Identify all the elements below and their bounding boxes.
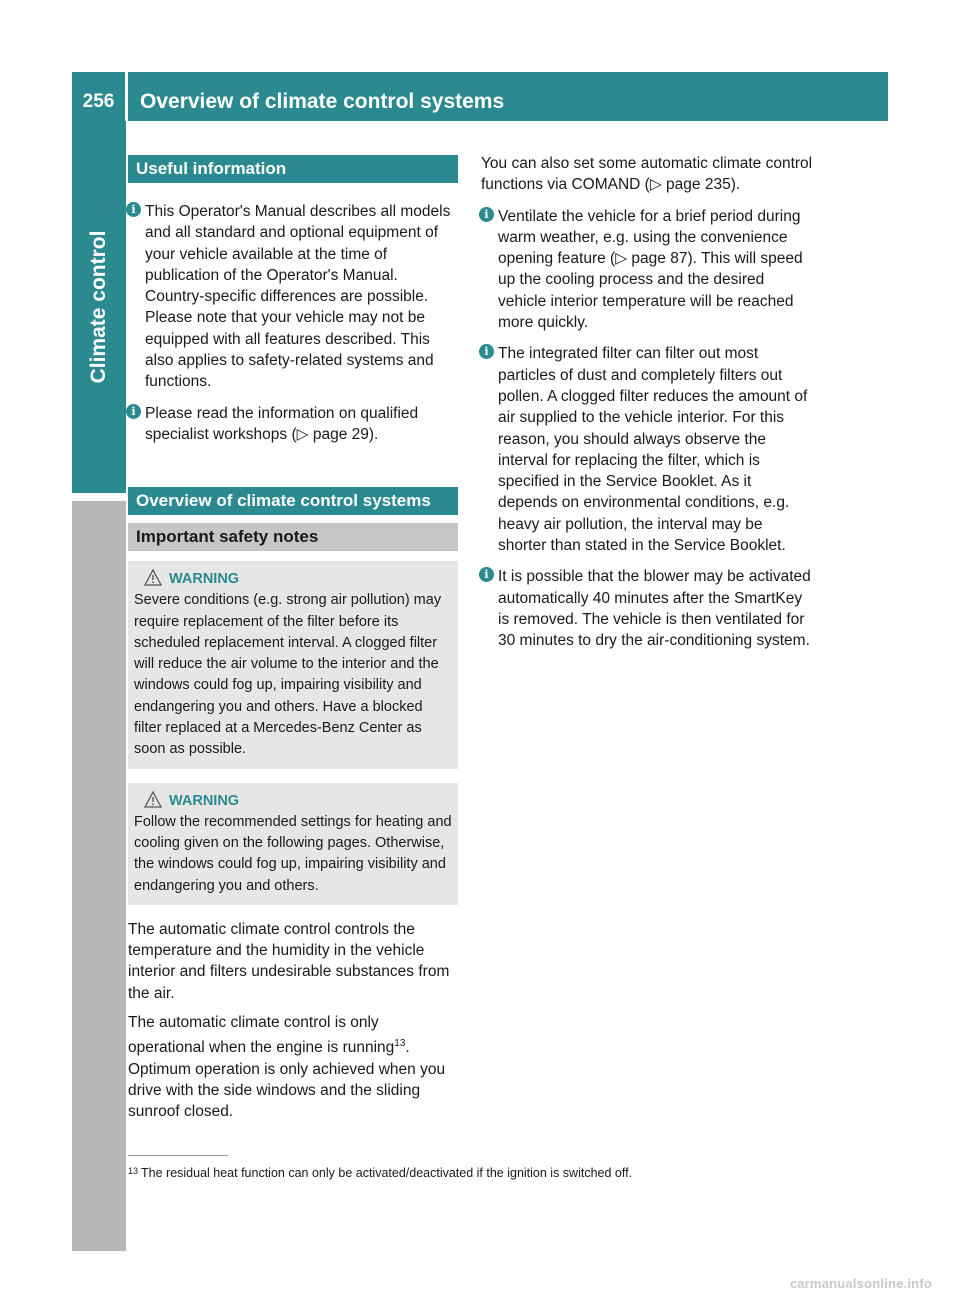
warning-box: [128, 561, 458, 768]
warning-text: Follow the recommended settings for heating and cooling given on the following pages. Otherwise, the windows could fog up, impairing visibility and endangering you and others.: [134, 813, 452, 894]
warning-title: WARNING: [169, 792, 240, 809]
info-text: It is possible that the blower may be activated automatically 40 minutes after the SmartKey is removed. The vehicle is then ventilated for 30 minutes to dry the air-conditioning system.: [498, 568, 811, 650]
paragraph: [128, 1012, 458, 1123]
footnote: [128, 1166, 632, 1180]
left-column: [128, 155, 458, 1123]
info-note: [481, 566, 813, 651]
info-text: Ventilate the vehicle for a brief period during warm weather, e.g. using the convenience opening feature (▷ page 87). This will speed up the cooling process and the desired vehicle interior temperature will be reached more quickly.: [498, 207, 803, 332]
side-tab-gray: [72, 501, 126, 1251]
subsection-heading: Important safety notes: [128, 523, 458, 551]
warning-triangle-icon: [144, 569, 162, 586]
watermark: carmanualsonline.info: [789, 1276, 932, 1291]
info-icon: i: [479, 207, 494, 222]
page-number: 256: [72, 72, 128, 121]
info-text: The integrated filter can filter out most particles of dust and completely filters out pollen. A clogged filter reduces the amount of air supplied to the vehicle interior. For this reason, you should always observe the interval for replacing the filter, which is specified in the Service Booklet. As it depends on environmental conditions, e.g. heavy air pollution, the interval may be shorter than stated in the Service Booklet.: [498, 345, 808, 555]
info-text: Please read the information on qualified specialist workshops (▷ page 29).: [145, 404, 419, 443]
info-note: [481, 206, 813, 334]
right-column: [481, 153, 813, 652]
warning-box: [128, 783, 458, 905]
warning-triangle-icon: [144, 791, 162, 808]
paragraph: You can also set some automatic climate control functions via COMAND (▷ page 235).: [481, 155, 813, 194]
info-icon: i: [479, 344, 494, 359]
footnote-divider: [128, 1155, 228, 1156]
paragraph-text: The automatic climate control is only operational when the engine is running: [128, 1014, 395, 1057]
chapter-side-tab: [72, 121, 126, 1251]
footnote-mark: 13: [128, 1166, 139, 1176]
page-header: [72, 72, 888, 121]
warning-header: [134, 791, 452, 811]
info-note: [128, 201, 458, 393]
side-tab-accent: [72, 121, 126, 493]
info-note: [128, 403, 458, 446]
side-tab-label: Climate control: [87, 230, 110, 384]
paragraph: The automatic climate control controls the temperature and the humidity in the vehicle interior and filters undesirable substances from the air.: [128, 920, 450, 1002]
info-icon: i: [126, 404, 141, 419]
warning-header: [134, 569, 452, 589]
section-heading: Overview of climate control systems: [128, 487, 458, 515]
footnote-reference: 13: [394, 1038, 406, 1050]
header-title: Overview of climate control systems: [140, 89, 505, 113]
info-note: [481, 343, 813, 556]
info-icon: i: [479, 567, 494, 582]
info-icon: i: [126, 202, 141, 217]
useful-info-heading: Useful information: [128, 155, 458, 183]
warning-title: WARNING: [169, 571, 240, 588]
footnote-text: The residual heat function can only be activated/deactivated if the ignition is switched off.: [141, 1166, 633, 1180]
warning-text: Severe conditions (e.g. strong air pollution) may require replacement of the filter before its scheduled replacement interval. A clogged filter will reduce the air volume to the interior and the windows could fog up, impairing visibility and endangering you and others. Have a blocked filter replaced at a Mercedes-Benz Center as soon as possible.: [134, 592, 442, 758]
paragraph-text: . Optimum operation is only achieved when you drive with the side windows and the sliding sunroof closed.: [128, 1039, 446, 1121]
info-text: This Operator's Manual describes all models and all standard and optional equipment of your vehicle available at the time of publication of the Operator's Manual. Country-specific differences are possible. Please note that your vehicle may not be equipped with all features described. This also applies to safety-related systems and functions.: [145, 203, 451, 391]
